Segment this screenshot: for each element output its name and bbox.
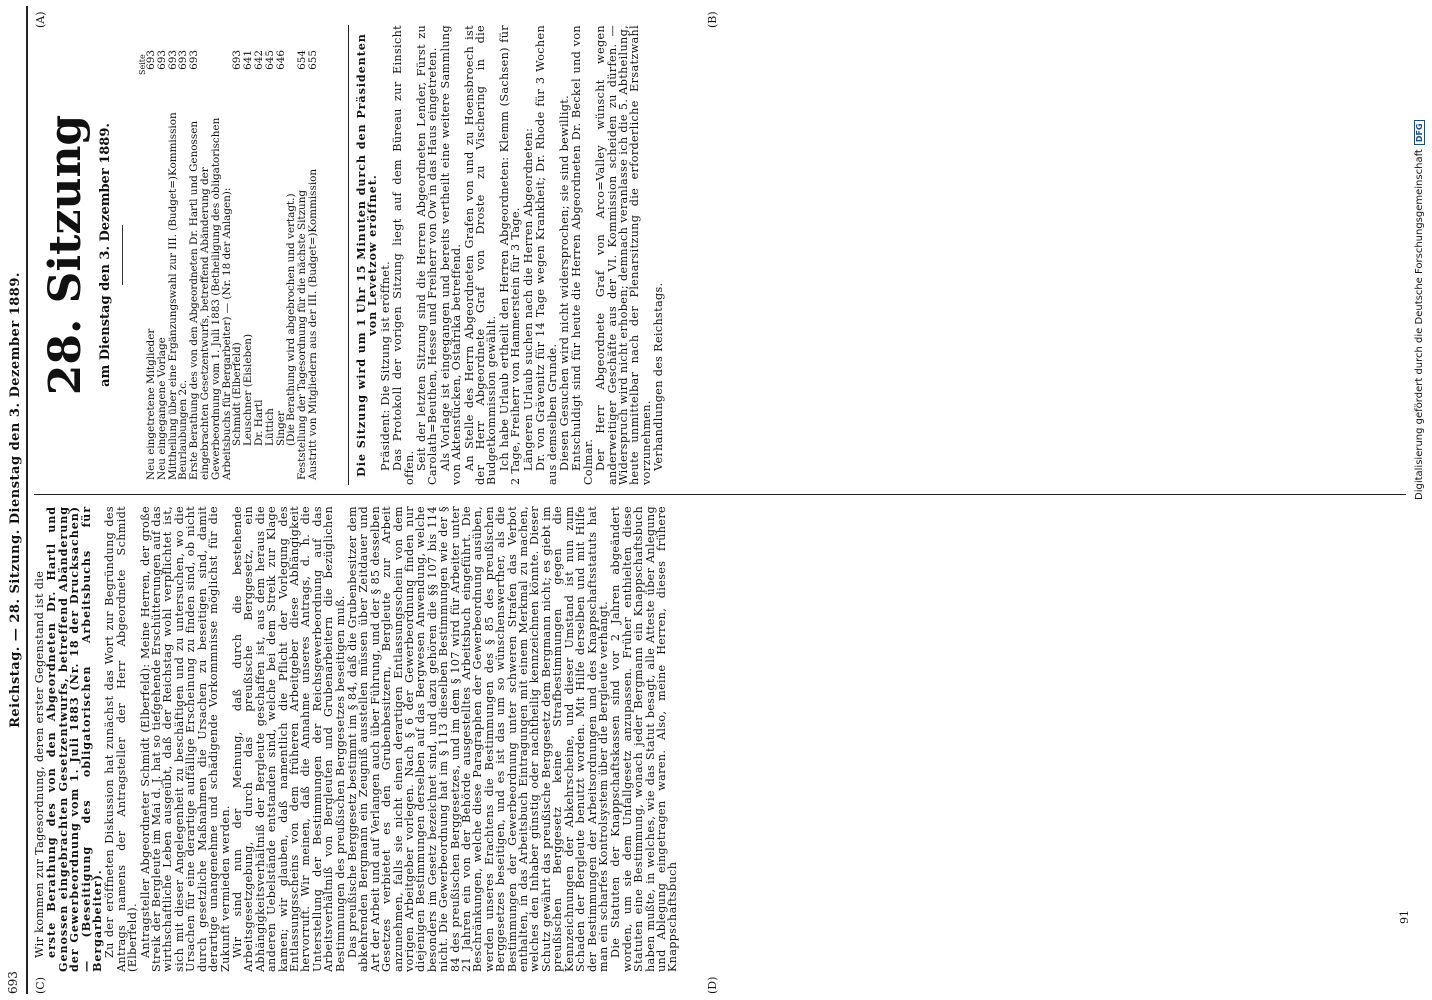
toc-entry-page: 655 <box>306 50 319 70</box>
toc-entry-page: 693 <box>166 50 179 70</box>
paragraph: Zu der eröffneten Diskussion hat zunächst das Wort zur Begründung des Antrags namens der Antragsteller der Herr Abgeordnete Schmidt (Elberfeld). <box>103 506 140 972</box>
toc-entry <box>157 50 168 480</box>
paragraph: Der Herr Abgeordnete Graf von Arco=Valley wünscht wegen anderweitiger Geschäfte aus der VI. Kommission scheiden zu dürfen. — Widerspruch wird nicht erhoben; demnach veranlasse ich die 5. Abtheilung, heute unmittelbar nach der Plenarsitzung die erforderliche Ersatzwahl vorzunehmen. <box>594 25 653 485</box>
toc-entry-page: 645 <box>263 50 276 70</box>
paragraph: Die Sitzung wird um 1 Uhr 15 Minuten durch den Präsidenten von Levetzow eröffnet. <box>354 33 380 477</box>
toc-entry-page: 642 <box>252 50 265 70</box>
margin-marker-a: (A) <box>34 11 47 28</box>
toc-entry-text: Singer <box>274 411 287 446</box>
dfg-logo: DFG <box>1414 120 1425 145</box>
margin-marker-d: (D) <box>706 976 719 994</box>
paragraph: Verhandlungen des Reichstags. <box>652 282 666 471</box>
toc-entry-page: 646 <box>274 50 287 70</box>
paragraph: Das preußische Berggesetz bestimmt im § 84, daß die Grubenbesitzer dem abkehrenden Bergmann ein Zeugniß ausstellen müssen über Zeitdauer und Art der Arbeit und auf Verlangen auch über Führung, und der § 85 desselben Gesetzes verbietet es den Grubenbesitzern, Bergleute zur Arbeit anzunehmen, falls sie nicht einen derartigen Entlassungsschein von dem vorigen Arbeitgeber vorlegen. Nach § 6 der Gewerbeordnung finden nur diejenigen Bestimmungen derselben auf das Bergwesen Anwendung, welche besonders im Gesetz bezeichnet sind, und dazu gehören die §§ 107 bis 114 nicht. Die Gewerbeordnung hat im § 113 dieselben Bestimmungen wie der § 84 des preußischen Berggesetzes, und im dem § 107 wird für Arbeiter unter 21 Jahren ein von der Behörde ausgestelltes Arbeitsbuch eingeführt. Die Beschränkungen, welche diese Paragraphen der Gewerbeordnung ausüben, werden unseres Erachtens die Bestimmungen des § 85 des preußischen Berggesetzes beseitigen, und es ist das um so wünschenswerther, als die Bestimmungen der Gewerbeordnung unter schweren Strafen das Verbot enthalten, in das Arbeitsbuch Eintragungen mit einem Merkmal zu machen, welches den Inhaber günstig oder nachtheilig kennzeichnen könnte. Dieser Schutz gewährt das preußische Berggesetz dem Bergmann nicht; es giebt im preußischen Berggesetz keine Strafbestimmungen gegen die Kennzeichnungen der Abkehrscheine, und dieser Umstand ist nun zum Schaden der Bergleute benutzt worden. Mit Hilfe derselben und mit Hilfe der Bestimmungen der Arbeitsordnungen und des Knappschaftsstatuts hat man ein scharfes Kontrolsystem über die Bergleute verhängt. <box>345 506 610 972</box>
running-header: Reichstag. — 28. Sitzung. Dienstag den 3. Dezember 1889. <box>8 272 23 728</box>
toc-entry-text: Leuschner (Eisleben) <box>242 333 255 446</box>
header-rule <box>26 6 28 994</box>
toc-entry-page: 693 <box>145 50 157 70</box>
toc-entry <box>265 50 276 480</box>
paragraph: Ich habe Urlaub ertheilt den Herren Abgeordneten: Klemm (Sachsen) für 2 Tage, Freiherr von Hammerstein für 3 Tage. <box>497 25 523 485</box>
toc-entry-text: Neu eingegangene Vorlage <box>155 337 168 480</box>
toc-entry-text: Mittheilung über eine Ergänzungswahl zur III. (Budget=)Kommission <box>166 112 179 480</box>
paragraph: An Stelle des Herrn Abgeordneten Grafen von und zu Hoensbroech ist der Herr Abgeordnete Graf von Droste zu Vischering in die Budgetkommission gewählt. <box>462 25 499 485</box>
toc-entry-text: Feststellung der Tagesordnung für die nächste Sitzung <box>296 189 309 480</box>
footer-page-small: 91 <box>1398 910 1411 924</box>
toc-entry-text: Lüttich <box>263 408 276 446</box>
toc-entry-page: 693 <box>188 50 201 70</box>
dfg-credit-text: Digitalisierung gefördert durch die Deutsche Forschungsgemeinschaft <box>1414 149 1425 500</box>
toc-entry-text: Austritt von Mitgliedern aus der III. (Budget=)Kommission <box>306 168 319 480</box>
paragraph: Entschuldigt sind für heute die Herren Abgeordneten Dr. Beckel und von Colmar. <box>570 25 595 485</box>
paragraph: Präsident: Die Sitzung ist eröffnet. <box>378 261 392 471</box>
paragraph: Dr. von Grävenitz für 14 Tage wegen Krankheit; Dr. Rhode für 3 Wochen aus demselben Grunde. <box>534 25 559 485</box>
toc-entry <box>308 50 319 480</box>
paragraph: Diesen Gesuchen wird nicht widersprochen; sie sind bewilligt. <box>557 94 571 471</box>
toc-rule <box>348 25 349 485</box>
paragraph: Das Protokoll der vorigen Sitzung liegt auf dem Büreau zur Einsicht offen. <box>391 25 416 485</box>
toc-entry-page: 693 <box>177 50 190 70</box>
margin-marker-b: (B) <box>706 11 719 28</box>
toc-entry-page: 654 <box>296 50 309 70</box>
paragraph: Längeren Urlaub suchen nach die Herren Abgeordneten: <box>521 127 535 471</box>
paragraph: Seit der letzten Sitzung sind die Herren Abgeordneten Lender, Fürst zu Carolath=Beuthen, Hesse und Freiherr von Ow in das Haus eingetreten. <box>415 25 440 485</box>
toc-entry <box>189 50 232 480</box>
left-column-text <box>356 25 666 485</box>
toc-entry-page: 641 <box>242 50 255 70</box>
paragraph: Antragsteller Abgeordneter Schmidt (Elberfeld): Meine Herren, der große Streik der Bergleute im Mai d. J. hat so tiefgehende Erschütterungen auf das wirthschaftliche Leben ausgeübt, daß der Reichstag wohl verpflichtet ist, sich mit dieser Angelegenheit zu beschäftigen und zu untersuchen, wo die Ursachen für eine derartige auffällige Erscheinung zu finden sind, ob nicht durch gesetzliche Maßnahmen die Ursachen zu beseitigen sind, damit derartige unangenehme und schädigende Vorkommnisse möglichst für die Zukunft vermieden werden. <box>138 506 232 972</box>
toc-entry-text: Neu eingetretene Mitglieder <box>145 328 157 480</box>
right-column-text <box>34 506 680 972</box>
page-number: 693 <box>6 971 20 994</box>
dfg-credit <box>1414 120 1425 500</box>
session-title: 28. Sitzung <box>40 114 91 396</box>
paragraph: Wir sind nun der Meinung, daß durch die bestehende Arbeitsgesetzgebung, durch das preußische Berggesetz, ein Abhängigkeitsverhältniß der Bergleute geschaffen ist, aus dem heraus die anderen Uebelstände entstanden sind, welche bei dem Streik zur Klage kamen; wir glauben, daß namentlich die Pflicht der Vorlegung des Entlassungsscheins von dem früheren Arbeitgeber diese Abhängigkeit hervorruft. Wir meinen, daß die Annahme unseres Antrags, d. h. die Unterstellung der Bestimmungen der Reichsgewerbeordnung auf das Arbeitsverhältniß von Bergleuten und Grubenarbeitern die bezüglichen Bestimmungen des preußischen Berggesetzes beseitigen muß. <box>230 506 347 972</box>
toc-page-label: Seite <box>138 54 147 75</box>
toc-entry-text: Erste Berathung des von den Abgeordneten Dr. Hartl und Genossen eingebrachten Gesetzentwurfs, betreffend Abänderung der Gewerbeordnung vom 1. Juli 1883 (Betheiligung des obligatorischen Arbeitsbuchs für Bergarbeiter) — (Nr. 18 der Anlagen): <box>188 117 233 480</box>
paragraph: erste Berathung des von den Abgeordneten Dr. Hartl und Genossen eingebrachten Gesetzentwurfs, betreffend Abänderung der Gewerbeordnung vom 1. Juli 1883 (Nr. 18 der Drucksachen) — (Beseitigung des obligatorischen Arbeitsbuchs für Bergarbeiter). <box>44 506 105 972</box>
toc-entry-text: Schmidt (Elberfeld) <box>231 342 244 446</box>
toc-entry-page: 693 <box>231 50 244 70</box>
session-date: am Dienstag den 3. Dezember 1889. <box>98 123 113 387</box>
paragraph: Als Vorlage ist eingegangen und bereits vertheilt eine weitere Sammlung von Aktenstücken, Ostafrika betreffend. <box>438 25 464 485</box>
toc-entry-page: 693 <box>155 50 168 70</box>
toc-entry-text: Beurlaubungen 2c. <box>177 379 190 480</box>
table-of-contents <box>146 50 319 480</box>
toc-entry-text: Dr. Hartl <box>252 399 265 446</box>
paragraph: Wir kommen zur Tagesordnung, deren erster Gegenstand ist die <box>33 570 46 958</box>
column-divider <box>34 494 1406 495</box>
margin-marker-c: (C) <box>34 977 47 994</box>
paragraph: Die Statuten der Knappschaftskassen sind vor 2 Jahren abgeändert worden, um sie dem Unfallgesetz anzupassen. Früher enthielten diese Statuten eine Bestimmung, wonach jeder Bergmann ein Knappschaftsbuch haben mußte, in welches, wie das Statut besagt, alle Atteste über Anlegung und Ablegung eingetragen waren. Also, meine Herren, dieses frühere Knappschaftsbuch <box>609 506 680 972</box>
title-rule <box>122 225 123 285</box>
toc-entry-text: (Die Berathung wird abgebrochen und vertagt.) <box>285 193 298 446</box>
